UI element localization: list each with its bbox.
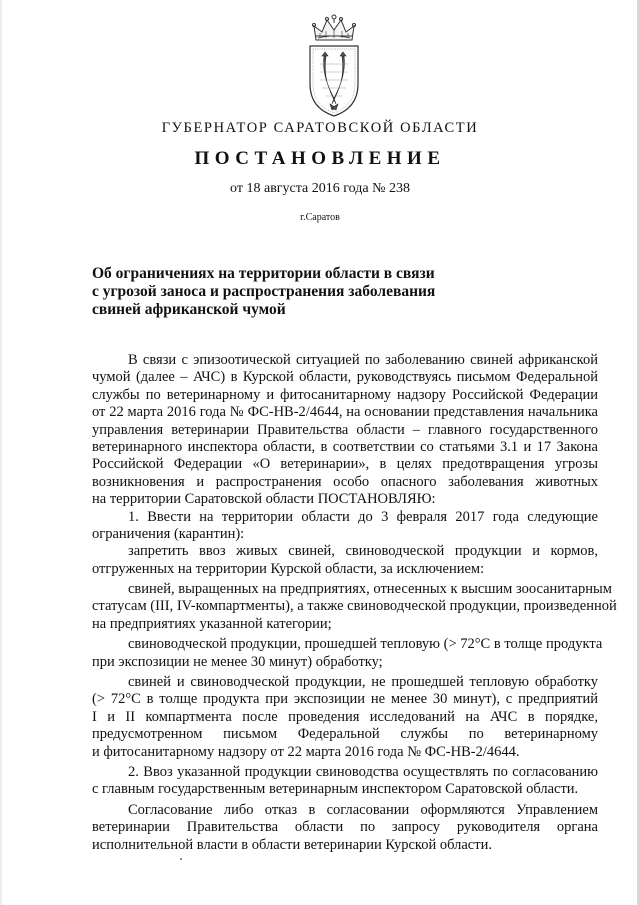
document-subject <box>92 265 472 319</box>
body-line: при экспозиции не менее 30 минут) обработку; <box>92 653 383 670</box>
coat-of-arms-emblem <box>300 12 368 120</box>
body-line: (> 72°С в толще продукта при экспозиции не менее 30 минут), с предприятий <box>92 691 598 708</box>
document-body <box>92 352 617 854</box>
body-line: предусмотренном письмом Федеральной службы по ветеринарному <box>92 726 598 743</box>
body-line: и фитосанитарному надзору от 22 марта 2016 года № ФС-НВ-2/4644. <box>92 743 520 760</box>
body-line: свиноводческой продукции, прошедшей тепловую (> 72°С в толще продукта <box>128 636 603 653</box>
document-date-number: от 18 августа 2016 года № 238 <box>230 181 410 196</box>
body-line: статусам (III, IV-компартменты), а также свиноводческой продукции, произведенной <box>92 598 617 615</box>
issuing-authority: ГУБЕРНАТОР САРАТОВСКОЙ ОБЛАСТИ <box>161 120 479 136</box>
subject-line: свиней африканской чумой <box>92 301 286 318</box>
body-line: управления ветеринарии Правительства области – главного государственного <box>92 421 598 438</box>
body-line: на территории Саратовской области ПОСТАНОВЛЯЮ: <box>92 491 436 508</box>
body-line: исполнительной власти в области ветеринарии Курской области. <box>92 836 492 853</box>
scan-speck <box>180 858 182 860</box>
body-line: запретить ввоз живых свиней, свиноводческой продукции и кормов, <box>128 543 598 560</box>
subject-line: с угрозой заноса и распространения заболевания <box>92 283 436 300</box>
body-line: ветеринарного инспектора области, в соответствии со статьями 3.1 и 17 Закона <box>92 438 598 455</box>
body-line: возникновения и распространения особо опасного заболевания животных <box>92 473 598 490</box>
body-line: 2. Ввоз указанной продукции свиноводства осуществлять по согласованию <box>128 763 598 780</box>
document-type-title: ПОСТАНОВЛЕНИЕ <box>194 148 446 169</box>
body-line: свиней и свиноводческой продукции, не прошедшей тепловую обработку <box>128 674 598 691</box>
body-line: В связи с эпизоотической ситуацией по заболеванию свиней африканской <box>128 352 598 368</box>
body-line: Российской Федерации «О ветеринарии», в целях предотвращения угрозы <box>92 456 598 473</box>
body-line: с главным государственным ветеринарным инспектором Саратовской области. <box>92 781 579 798</box>
body-line: отгруженных на территории Курской области, за исключением: <box>92 560 485 577</box>
subject-line: Об ограничениях на территории области в связи <box>92 265 435 282</box>
document-city: г.Саратов <box>300 212 340 223</box>
body-line: 1. Ввести на территории области до 3 февраля 2017 года следующие <box>128 508 598 525</box>
body-line: ветеринарии Правительства области по запросу руководителя органа <box>92 819 598 836</box>
body-line: свиней, выращенных на предприятиях, отнесенных к высшим зоосанитарным <box>128 581 612 598</box>
body-line: I и II компартмента после проведения исследований на АЧС в порядке, <box>92 708 598 725</box>
body-line: на предприятиях указанной категории; <box>92 615 332 632</box>
body-line: ограничения (карантин): <box>92 525 245 542</box>
body-line: Согласование либо отказ в согласовании оформляются Управлением <box>128 801 598 818</box>
body-line: службы по ветеринарному и фитосанитарному надзору Российской Федерации <box>92 386 598 403</box>
body-line: от 22 марта 2016 года № ФС-НВ-2/4644, на основании представления начальника <box>92 404 598 421</box>
body-line: чумой (далее – АЧС) в Курской области, руководствуясь письмом Федеральной <box>92 369 598 386</box>
